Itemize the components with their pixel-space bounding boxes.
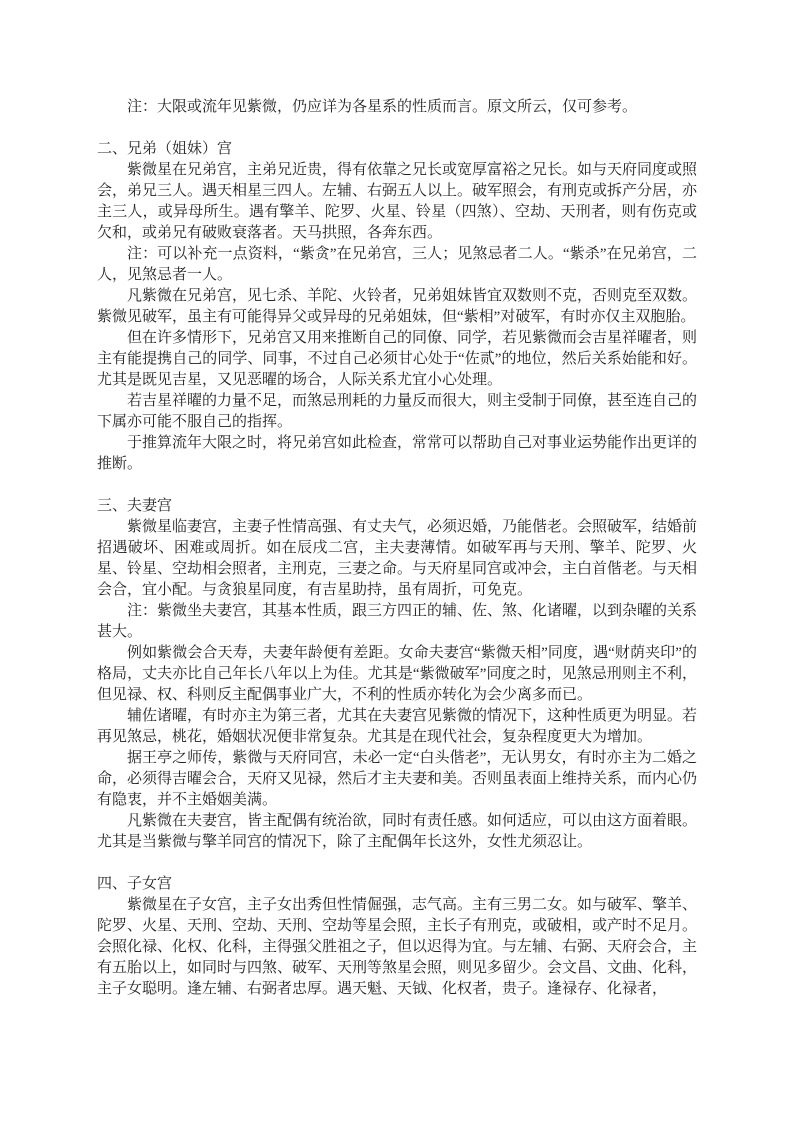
paragraph: 紫微星临妻宫，主妻子性情高强、有丈夫气，必须迟婚，乃能偕老。会照破军，结婚前招遇破坏、困难或周折。如在辰戌二宫，主夫妻薄情。如破军再与天刑、擎羊、陀罗、火星、铃星、空劫相会照者，主刑克，三妻之命。与天府星同宫或冲会，主白首偕老。与天相会合，宜小配。与贪狼星同度，有吉星助持，虽有周折，可免克。 bbox=[97, 519, 698, 598]
paragraph: 凡紫微在夫妻宫，皆主配偶有统治欲，同时有责任感。如何适应，可以由这方面着眼。尤其是当紫微与擎羊同宫的情况下，除了主配偶年长这外，女性尤须忍让。 bbox=[97, 813, 698, 850]
paragraph: 于推算流年大限之时，将兄弟宫如此检查，常常可以帮助自己对事业运势能作出更详的推断。 bbox=[97, 435, 698, 472]
paragraph: 但在许多情形下，兄弟宫又用来推断自己的同僚、同学，若见紫微而会吉星祥曜者，则主有能提携自己的同学、同事，不过自己必须甘心处于“佐贰”的地位，然后关系始能和好。尤其是既见吉星，又见恶曜的场合，人际关系尤宜小心处理。 bbox=[97, 330, 698, 388]
section-children-palace bbox=[97, 874, 697, 1000]
section-title: 四、子女宫 bbox=[97, 876, 173, 892]
paragraph: 注：可以补充一点资料，“紫贪”在兄弟宫，三人；见煞忌者二人。“紫杀”在兄弟宫，二人，见煞忌者一人。 bbox=[97, 246, 697, 283]
section-title: 三、夫妻宫 bbox=[97, 498, 173, 514]
section-spouse-palace bbox=[97, 496, 697, 853]
section-brothers-palace bbox=[97, 139, 697, 475]
top-note: 注：大限或流年见紫微，仍应详为各星系的性质而言。原文所云，仅可参考。 bbox=[127, 99, 638, 115]
paragraph: 注：紫微坐夫妻宫，其基本性质，跟三方四正的辅、佐、煞、化诸曜，以到杂曜的关系甚大。 bbox=[97, 603, 698, 640]
paragraph: 紫微星在兄弟宫，主弟兄近贵，得有依靠之兄长或宽厚富裕之兄长。如与天府同度或照会，弟兄三人。遇天相星三四人。左辅、右弼五人以上。破军照会，有刑克或拆产分居，亦主三人，或异母所生。遇有擎羊、陀罗、火星、铃星（四煞）、空劫、天刑者，则有伤克或欠和，或弟兄有破败衰落者。天马拱照，各奔东西。 bbox=[97, 162, 698, 241]
paragraph: 辅佐诸曜，有时亦主为第三者，尤其在夫妻宫见紫微的情况下，这种性质更为明显。若再见煞忌，桃花，婚姻状况便非常复杂。尤其是在现代社会，复杂程度更大为增加。 bbox=[97, 708, 698, 745]
paragraph: 例如紫微会合天寿，夫妻年龄便有差距。女命夫妻宫“紫微天相”同度，遇“财荫夹印”的格局，丈夫亦比自己年长八年以上为佳。尤其是“紫微破军”同度之时，见煞忌刑则主不利，但见禄、权、科则反主配偶事业广大，不利的性质亦转化为会少离多而已。 bbox=[97, 645, 697, 703]
paragraph: 若吉星祥曜的力量不足，而煞忌刑耗的力量反而很大，则主受制于同僚，甚至连自己的下属亦可能不服自己的指挥。 bbox=[97, 393, 698, 430]
paragraph: 据王亭之师传，紫微与天府同宫，未必一定“白头偕老”，无认男女，有时亦主为二婚之命，必须得吉曜会合，天府又见禄，然后才主夫妻和美。否则虽表面上维持关系，而内心仍有隐衷，并不主婚姻美满。 bbox=[97, 750, 698, 808]
document-content bbox=[97, 97, 697, 1000]
paragraph: 凡紫微在兄弟宫，见七杀、羊陀、火铃者，兄弟姐妹皆宜双数则不克，否则克至双数。紫微见破军，虽主有可能得异父或异母的兄弟姐妹，但“紫相”对破军，有时亦仅主双胞胎。 bbox=[97, 288, 698, 325]
paragraph: 紫微星在子女宫，主子女出秀但性情倔强，志气高。主有三男二女。如与破军、擎羊、陀罗、火星、天刑、空劫、天刑、空劫等星会照，主长子有刑克，或破相，或产时不足月。会照化禄、化权、化科，主得强父胜祖之子，但以迟得为宜。与左辅、右弼、天府会合，主有五胎以上，如同时与四煞、破军、天刑等煞星会照，则见多留少。会文昌、文曲、化科，主子女聪明。逢左辅、右弼者忠厚。遇天魁、天钺、化权者，贵子。逢禄存、化禄者， bbox=[97, 897, 698, 997]
section-title: 二、兄弟（姐妹）宫 bbox=[97, 141, 233, 157]
